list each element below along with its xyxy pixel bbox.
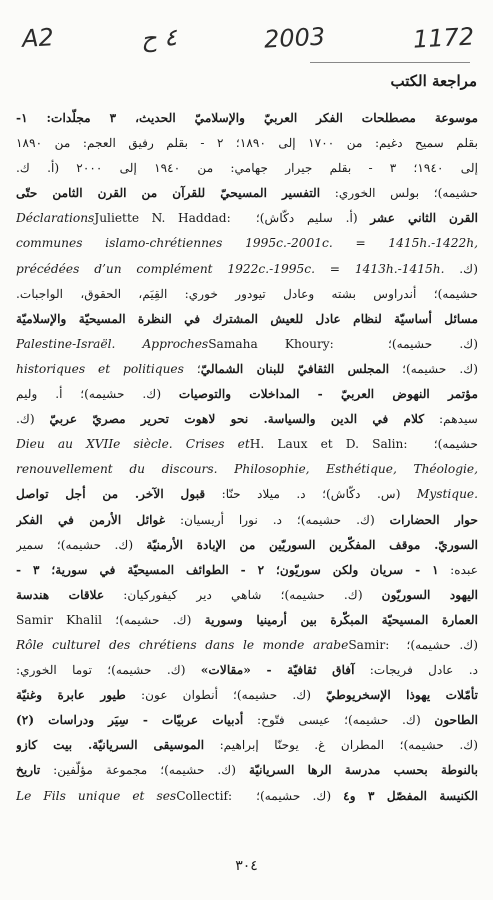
review-list-body — [16, 106, 478, 809]
text-run: (ك. حشيمه)؛ — [244, 788, 344, 803]
text-line — [16, 432, 478, 457]
text-line — [16, 583, 478, 608]
book-title: مؤتمر النهوض العربيّ - المداخلات والتوصيات — [178, 387, 478, 402]
text-line — [16, 131, 478, 156]
text-run: (ك. حشيمه)؛ — [102, 612, 205, 627]
book-title: الموسيقى السريانيّة. بيت كازو — [16, 738, 205, 753]
latin-citation: Collectif: — [176, 788, 245, 803]
book-title: اليهود السوريّون — [381, 587, 478, 602]
latin-citation: renouvellement du discours. Philosophie, Esthétique, Théologie, — [16, 462, 478, 477]
book-title: الطاحون — [434, 713, 478, 728]
book-title: السوريّ. موقف المفكّرين السوريّين من الإبادة الأرمنيّة — [146, 537, 478, 552]
text-line — [16, 608, 478, 633]
text-line — [16, 758, 478, 783]
latin-citation: Palestine-Israël. Approches — [16, 336, 209, 351]
text-run: (ك. حشيمه)؛ مجموعة مؤلّفين: — [40, 763, 249, 778]
text-line — [16, 407, 478, 432]
text-run: (ك. حشيمه)؛ شاهي دير كيفوركيان: — [104, 587, 382, 602]
text-run: (س. دكّاش)؛ د. ميلاد حنّا: — [205, 487, 417, 502]
text-run: (ك. حشيمه)؛ د. نورا أريسيان: — [165, 512, 390, 527]
latin-citation: précédées d’un complément 1922c.-1995c. = 1413h.-1415h. — [16, 261, 445, 276]
book-title: ١ - سريان ولكن سوريّون؛ ٢ - الطوائف المسيحيّة في سورية؛ ٣ - — [16, 562, 439, 577]
text-run: (ك. حشيمه)؛ المطران غ. يوحنّا إبراهيم: — [204, 738, 478, 753]
book-title: قبول الآخر. من أجل تواصل — [16, 487, 206, 502]
book-title: الكنيسة المفصّل ٣ و٤ — [343, 788, 478, 803]
text-line — [16, 533, 478, 558]
latin-citation: Le Fils unique et ses — [16, 788, 177, 803]
section-heading: مراجعة الكتب — [390, 72, 477, 90]
latin-citation: Samir Khalil — [16, 612, 103, 627]
text-line — [16, 231, 478, 256]
text-line — [16, 282, 478, 307]
text-run: بقلم سميح دغيم: من ١٧٠٠ إلى ١٨٩٠؛ ٢ - بقلم رفيق العجم: من ١٨٩٠ — [16, 136, 478, 151]
text-run: حشيمه)؛ بولس الخوري: — [320, 186, 478, 201]
text-run: سيدهم: — [424, 412, 478, 427]
book-title: العمارة المسيحيّة المبكّرة بين أرمينيا وسورية — [204, 612, 478, 627]
latin-citation: Rôle culturel des chrétiens dans le monde arabe — [16, 637, 349, 652]
text-run: ؛ — [183, 361, 201, 376]
text-run: (أ. سليم دكّاش)؛ — [243, 211, 371, 226]
text-run: إلى ١٩٤٠؛ ٣ - بقلم جيرار جهامي: من ١٩٤٠ إلى ٢٠٠٠ (أ. ك. — [16, 161, 478, 176]
latin-citation: communes islamo-chrétiennes 1995c.-2001c. = 1415h.-1422h, — [16, 236, 478, 251]
book-title: غوائل الأرمن في الفكر — [16, 512, 166, 527]
text-run: (ك. حشيمه)؛ أ. وليم — [16, 387, 179, 402]
text-line — [16, 482, 478, 507]
handwritten-note-year: 2003 — [263, 22, 327, 54]
text-line — [16, 257, 478, 282]
handwritten-note-right: 1172 — [412, 22, 475, 54]
text-line — [16, 733, 478, 758]
text-line — [16, 181, 478, 206]
text-line — [16, 357, 478, 382]
handwritten-margin-notes — [22, 18, 474, 58]
book-title: حوار الحضارات — [389, 512, 478, 527]
book-title: موسوعة مصطلحات الفكر العربيّ والإسلاميّ الحديث، ٣ مجلّدات: ١- — [16, 111, 478, 125]
text-line — [16, 156, 478, 181]
handwritten-note-middle: ٤ ح — [140, 23, 178, 53]
text-run: حشيمه)؛ — [420, 437, 478, 452]
book-title: مسائل أساسيّة لنظام عادل للعيش المشترك في النظرة المسيحيّة والإسلاميّة — [16, 311, 478, 326]
text-run: (ك. حشيمه)؛ — [397, 637, 478, 652]
text-line — [16, 558, 478, 583]
book-title: طيور عابرة وغنيّة — [16, 688, 126, 703]
book-title: أدبيات عربيّات - سِيَر ودراسات (٢) — [16, 713, 244, 728]
book-title: تاريخ — [16, 763, 41, 778]
text-run: (ك. — [16, 412, 50, 427]
text-run: (ك. حشيمه)؛ — [360, 336, 478, 351]
text-line — [16, 307, 478, 332]
text-line — [16, 206, 478, 231]
book-title: المجلس الثقافيّ للبنان الشماليّ — [200, 361, 390, 376]
text-line — [16, 382, 478, 407]
text-line — [16, 708, 478, 733]
book-title: آفاق ثقافيّة - «مقالات» — [200, 663, 355, 678]
text-run: (ك. حشيمه)؛ — [389, 361, 478, 376]
text-run: د. عادل فريجات: — [354, 663, 478, 678]
page-number: ٣٠٤ — [235, 858, 258, 874]
latin-citation: Mystique. — [416, 487, 478, 502]
text-run: (ك. حشيمه)؛ أنطوان عون: — [125, 688, 327, 703]
text-line — [16, 508, 478, 533]
book-title: القرن الثاني عشر — [370, 211, 478, 226]
latin-citation: Samaha Khoury: — [208, 336, 361, 351]
latin-citation: historiques et politiques — [16, 361, 184, 376]
text-run: عبده: — [438, 562, 478, 577]
handwritten-note-left: A2 — [21, 23, 55, 53]
text-line — [16, 106, 478, 131]
book-title: كلام في الدين والسياسة. نحو لاهوت تحرير مصريّ عربيّ — [49, 412, 425, 427]
header-rule — [310, 62, 470, 63]
text-line — [16, 332, 478, 357]
latin-citation: H. Laux et D. Salin: — [249, 437, 421, 452]
book-title: التفسير المسيحيّ للقرآن من القرن الثامن حتّى — [16, 186, 321, 201]
latin-citation: Dieu au XVIIe siècle. Crises et — [16, 437, 250, 452]
latin-citation: Samir: — [348, 637, 398, 652]
book-title: علاقات هندسة — [16, 587, 105, 602]
text-line — [16, 633, 478, 658]
text-run: (ك. حشيمه)؛ سمير — [16, 537, 147, 552]
latin-citation: Juliette N. Haddad: — [94, 211, 244, 226]
text-line — [16, 683, 478, 708]
book-title: تأمّلات يهوذا الإسخريوطيّ — [326, 688, 478, 703]
latin-citation: Déclarations — [16, 211, 95, 226]
text-run: (ك. حشيمه)؛ توما الخوري: — [16, 663, 201, 678]
book-title: بالنوطة بحسب مدرسة الرها السريانيّة — [248, 763, 478, 778]
text-run: (ك. — [444, 261, 478, 276]
text-line — [16, 658, 478, 683]
text-run: حشيمه)؛ أندراوس بشته وعادل تيودور خوري: القِيَم، الحقوق، الواجبات. — [16, 286, 478, 301]
text-run: (ك. حشيمه)؛ عيسى فتّوح: — [243, 713, 435, 728]
text-line — [16, 457, 478, 482]
text-line — [16, 784, 478, 809]
